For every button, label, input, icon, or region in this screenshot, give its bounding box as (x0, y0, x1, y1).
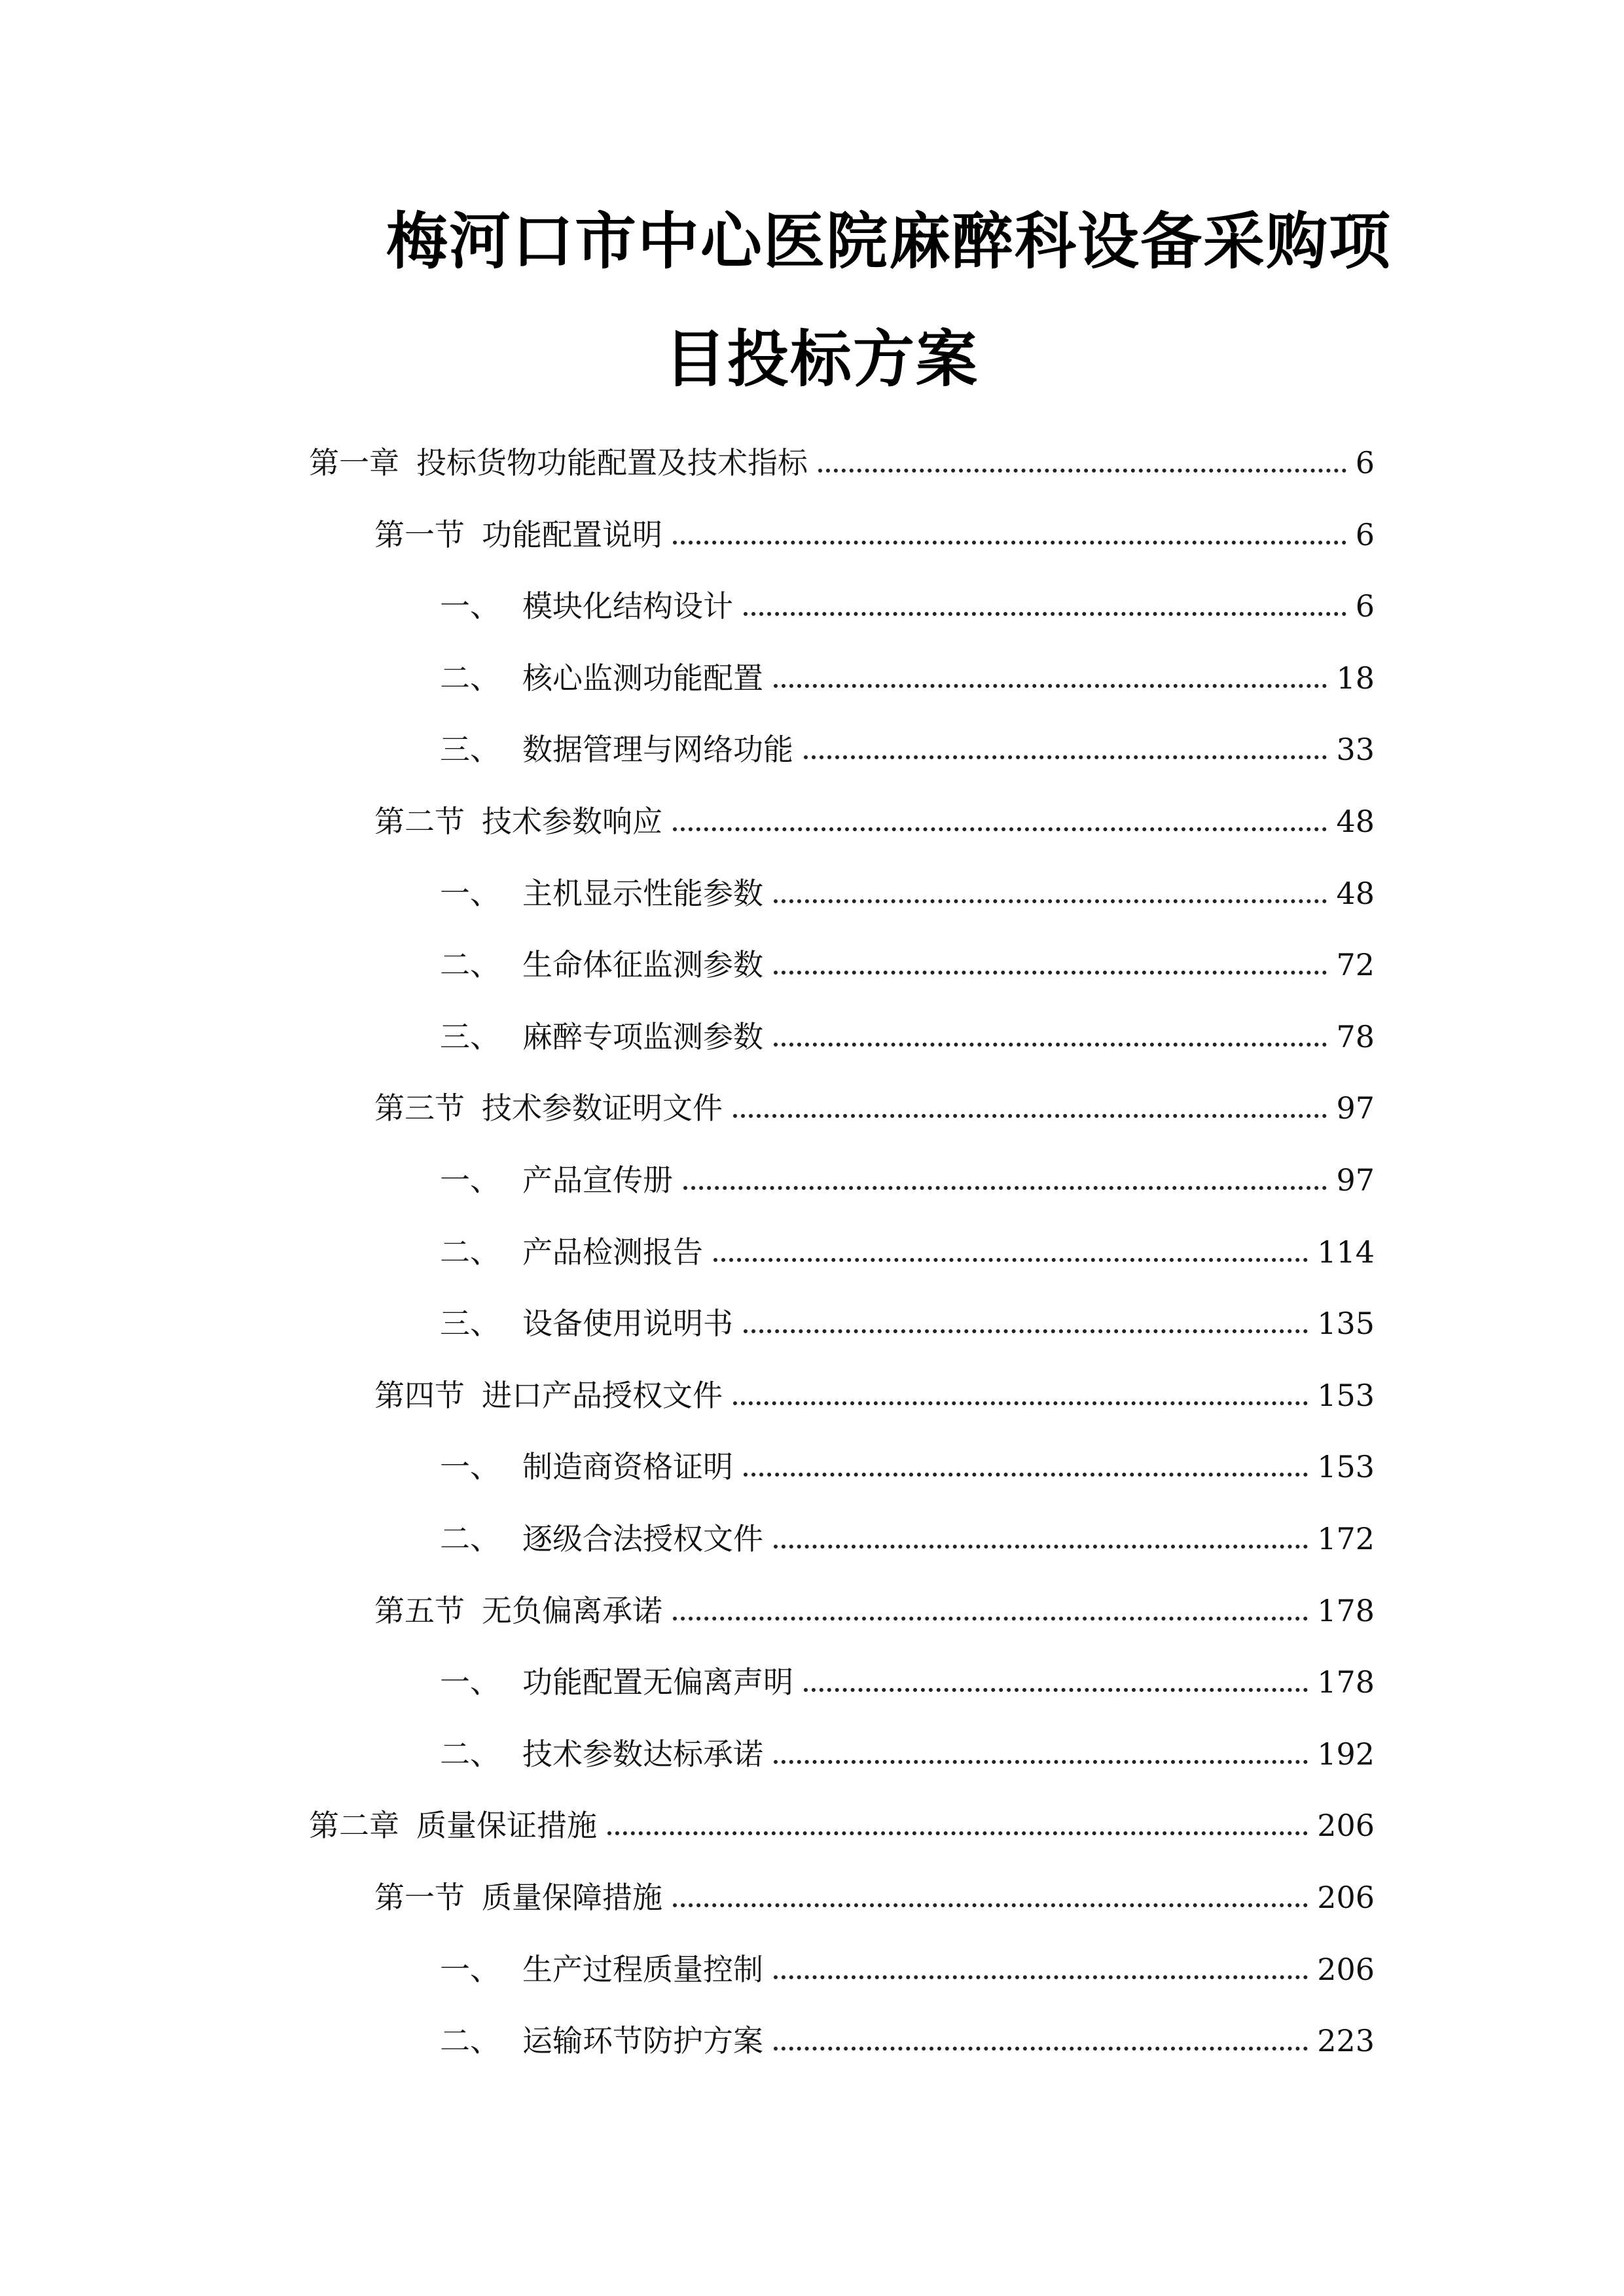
toc-entry[interactable] (440, 583, 1375, 629)
toc-dot-leader (733, 1085, 1327, 1131)
toc-entry-title: 生命体征监测参数 (522, 947, 763, 982)
toc-entry-label (440, 1659, 793, 1705)
toc-dot-leader (804, 1659, 1308, 1705)
toc-dot-leader (607, 1803, 1308, 1848)
toc-entry[interactable] (440, 655, 1375, 701)
toc-entry[interactable] (440, 1014, 1375, 1060)
toc-entry-number: 第五节 (374, 1593, 465, 1628)
toc-entry-page-number: 72 (1336, 947, 1375, 982)
toc-entry-page-number: 135 (1317, 1306, 1375, 1341)
toc-entry-title: 主机显示性能参数 (522, 876, 763, 911)
toc-entry[interactable] (440, 870, 1375, 916)
toc-entry-label (374, 1085, 723, 1131)
toc-entry-label (440, 870, 763, 916)
toc-entry-number: 三、 (440, 1306, 500, 1341)
toc-entry-label (309, 1803, 597, 1848)
toc-entry-number: 二、 (440, 1234, 500, 1270)
toc-entry-title: 投标货物功能配置及技术指标 (416, 445, 808, 480)
toc-entry-label (309, 440, 808, 486)
toc-entry-page-number: 78 (1336, 1019, 1375, 1054)
toc-entry[interactable] (440, 1157, 1375, 1203)
toc-entry-page-number: 48 (1336, 804, 1375, 839)
toc-entry-page-number: 97 (1336, 1090, 1375, 1126)
toc-entry[interactable] (374, 1085, 1375, 1131)
toc-entry-page-number: 206 (1317, 1880, 1375, 1915)
toc-entry-page-number: 97 (1336, 1162, 1375, 1198)
toc-entry-number: 第二节 (374, 804, 465, 839)
toc-dot-leader (774, 2018, 1308, 2064)
toc-entry-title: 质量保障措施 (482, 1880, 662, 1915)
toc-entry-number: 三、 (440, 1019, 500, 1054)
toc-entry[interactable] (440, 1946, 1375, 1992)
toc-entry[interactable] (374, 798, 1375, 844)
toc-entry-label (440, 1014, 763, 1060)
toc-entry-title: 运输环节防护方案 (522, 2023, 763, 2058)
toc-entry-label (440, 1300, 733, 1346)
toc-entry-page-number: 172 (1317, 1521, 1375, 1556)
toc-dot-leader (774, 655, 1327, 701)
toc-dot-leader (774, 1731, 1308, 1777)
toc-entry-number: 第一章 (309, 445, 399, 480)
toc-entry-number: 二、 (440, 2023, 500, 2058)
toc-entry-title: 产品宣传册 (522, 1162, 673, 1198)
toc-entry-label (440, 726, 793, 772)
toc-entry[interactable] (374, 1874, 1375, 1920)
toc-entry[interactable] (374, 1372, 1375, 1418)
toc-entry-number: 一、 (440, 1952, 500, 1987)
toc-entry-title: 质量保证措施 (416, 1808, 597, 1843)
toc-entry-number: 一、 (440, 876, 500, 911)
toc-dot-leader (774, 1516, 1308, 1562)
toc-entry-title: 功能配置无偏离声明 (522, 1664, 793, 1700)
toc-dot-leader (774, 1014, 1327, 1060)
toc-entry[interactable] (374, 512, 1375, 558)
toc-dot-leader (774, 1946, 1308, 1992)
toc-entry-title: 麻醉专项监测参数 (522, 1019, 763, 1054)
toc-entry-title: 逐级合法授权文件 (522, 1521, 763, 1556)
title-line-2: 目投标方案 (664, 324, 979, 395)
toc-entry-page-number: 206 (1317, 1808, 1375, 1843)
toc-entry-number: 二、 (440, 660, 500, 696)
toc-entry[interactable] (374, 1588, 1375, 1634)
toc-entry-page-number: 223 (1317, 2023, 1375, 2058)
toc-entry-number: 一、 (440, 588, 500, 624)
toc-entry-title: 产品检测报告 (522, 1234, 703, 1270)
toc-entry-page-number: 206 (1317, 1952, 1375, 1987)
toc-entry-number: 一、 (440, 1449, 500, 1484)
toc-entry[interactable] (440, 1516, 1375, 1562)
toc-entry-label (374, 1372, 723, 1418)
toc-entry[interactable] (440, 726, 1375, 772)
toc-entry-number: 三、 (440, 732, 500, 767)
toc-entry[interactable] (440, 942, 1375, 988)
toc-dot-leader (744, 1300, 1308, 1346)
toc-entry-number: 第一节 (374, 517, 465, 552)
toc-dot-leader (733, 1372, 1308, 1418)
toc-entry-number: 一、 (440, 1162, 500, 1198)
toc-entry-title: 制造商资格证明 (522, 1449, 733, 1484)
toc-entry[interactable] (309, 440, 1375, 486)
toc-entry-page-number: 6 (1355, 445, 1375, 480)
toc-dot-leader (683, 1157, 1327, 1203)
toc-entry-title: 功能配置说明 (482, 517, 662, 552)
toc-entry-title: 生产过程质量控制 (522, 1952, 763, 1987)
toc-entry-label (374, 798, 662, 844)
toc-entry-label (440, 942, 763, 988)
toc-entry-page-number: 192 (1317, 1736, 1375, 1772)
toc-dot-leader (744, 583, 1346, 629)
toc-entry-label (440, 2018, 763, 2064)
toc-entry-page-number: 18 (1336, 660, 1375, 696)
toc-entry-page-number: 178 (1317, 1593, 1375, 1628)
toc-dot-leader (818, 440, 1346, 486)
toc-dot-leader (673, 512, 1346, 558)
toc-entry-title: 数据管理与网络功能 (522, 732, 793, 767)
toc-entry-title: 进口产品授权文件 (482, 1378, 723, 1413)
toc-entry-title: 技术参数达标承诺 (522, 1736, 763, 1772)
toc-entry-label (440, 655, 763, 701)
toc-entry-label (374, 1588, 662, 1634)
toc-entry[interactable] (440, 1300, 1375, 1346)
toc-entry-page-number: 48 (1336, 876, 1375, 911)
toc-entry-label (440, 1731, 763, 1777)
toc-dot-leader (673, 798, 1327, 844)
toc-entry-page-number: 6 (1355, 517, 1375, 552)
toc-entry-number: 第二章 (309, 1808, 399, 1843)
title-line-1: 梅河口市中心医院麻醉科设备采购项 (386, 206, 1392, 278)
toc-entry[interactable] (440, 1229, 1375, 1275)
toc-entry-title: 模块化结构设计 (522, 588, 733, 624)
toc-dot-leader (774, 942, 1327, 988)
toc-entry-page-number: 114 (1317, 1234, 1375, 1270)
toc-dot-leader (713, 1229, 1308, 1275)
toc-entry-label (440, 1229, 703, 1275)
toc-entry-number: 一、 (440, 1664, 500, 1700)
toc-entry[interactable] (440, 1444, 1375, 1490)
toc-entry-label (374, 512, 662, 558)
toc-dot-leader (673, 1588, 1308, 1634)
toc-entry-page-number: 33 (1336, 732, 1375, 767)
toc-entry-label (440, 1444, 733, 1490)
toc-entry[interactable] (440, 1731, 1375, 1777)
toc-entry-label (440, 1157, 673, 1203)
toc-entry-title: 技术参数证明文件 (482, 1090, 723, 1126)
toc-entry-number: 二、 (440, 1736, 500, 1772)
toc-entry-number: 二、 (440, 947, 500, 982)
toc-entry-page-number: 153 (1317, 1449, 1375, 1484)
toc-entry-label (440, 583, 733, 629)
toc-entry-number: 第三节 (374, 1090, 465, 1126)
toc-entry-title: 设备使用说明书 (522, 1306, 733, 1341)
toc-entry-title: 技术参数响应 (482, 804, 662, 839)
toc-entry-page-number: 178 (1317, 1664, 1375, 1700)
toc-entry[interactable] (309, 1803, 1375, 1848)
toc-entry-label (440, 1516, 763, 1562)
toc-entry-label (440, 1946, 763, 1992)
toc-entry-number: 二、 (440, 1521, 500, 1556)
toc-dot-leader (744, 1444, 1308, 1490)
toc-entry-title: 核心监测功能配置 (522, 660, 763, 696)
toc-entry-label (374, 1874, 662, 1920)
toc-entry-page-number: 153 (1317, 1378, 1375, 1413)
toc-dot-leader (673, 1874, 1308, 1920)
toc-entry[interactable] (440, 1659, 1375, 1705)
toc-entry-number: 第一节 (374, 1880, 465, 1915)
toc-entry-page-number: 6 (1355, 588, 1375, 624)
toc-dot-leader (804, 726, 1327, 772)
toc-entry[interactable] (440, 2018, 1375, 2064)
toc-entry-title: 无负偏离承诺 (482, 1593, 662, 1628)
toc-dot-leader (774, 870, 1327, 916)
toc-entry-number: 第四节 (374, 1378, 465, 1413)
